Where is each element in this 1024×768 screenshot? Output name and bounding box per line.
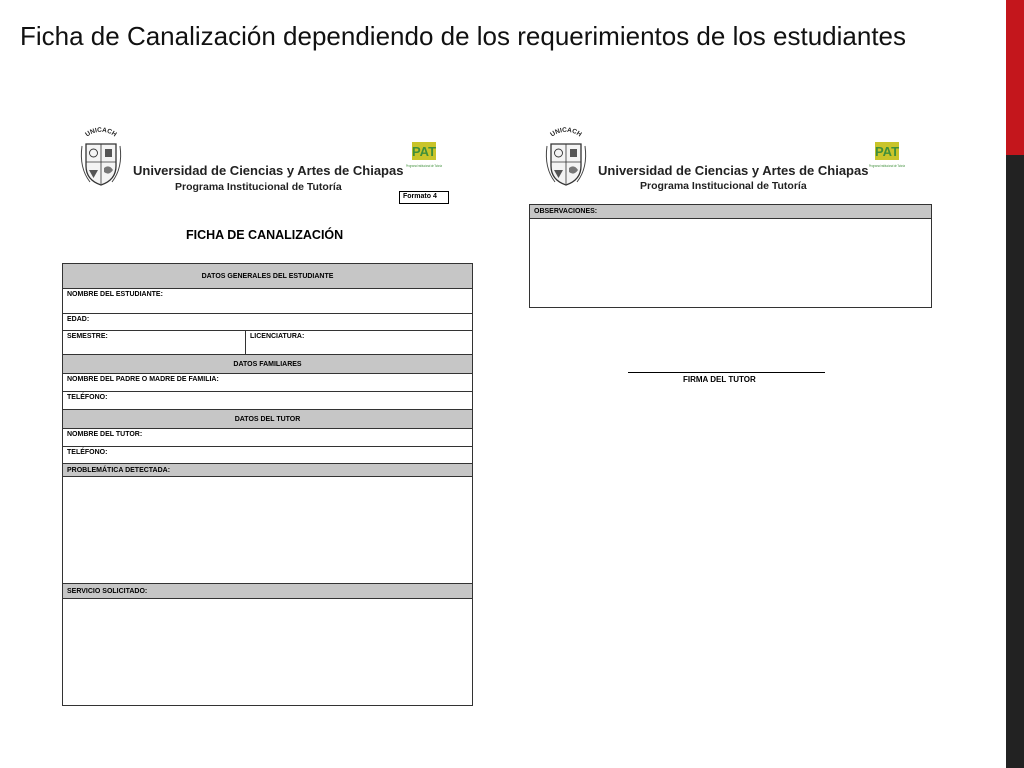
unicach-seal-icon-page2 [543, 126, 589, 188]
family-phone-field[interactable] [63, 392, 473, 410]
semester-label: SEMESTRE: [67, 333, 108, 340]
degree-label: LICENCIATURA: [250, 333, 305, 340]
side-bar-accent-dark [1006, 155, 1024, 768]
pat-logo-text: PAT [411, 144, 437, 159]
observations-area[interactable] [530, 219, 932, 308]
parent-name-label: NOMBRE DEL PADRE O MADRE DE FAMILIA: [67, 376, 219, 383]
signature-line [628, 372, 825, 373]
observations-header: OBSERVACIONES: [530, 205, 932, 219]
canalization-form-table [62, 263, 473, 706]
parent-name-field[interactable] [63, 374, 473, 392]
problem-header: PROBLEMÁTICA DETECTADA: [63, 464, 473, 477]
signature-label: FIRMA DEL TUTOR [683, 375, 756, 384]
service-area[interactable] [63, 599, 473, 706]
pat-logo-text-page2: PAT [874, 144, 900, 159]
tutor-data-header: DATOS DEL TUTOR [63, 410, 473, 429]
student-name-field[interactable] [63, 289, 473, 314]
format-label: Formato 4 [399, 191, 449, 204]
pat-logo-caption-page2: Programa Institucional de Tutoría [869, 164, 906, 168]
student-name-label: NOMBRE DEL ESTUDIANTE: [67, 291, 163, 298]
observations-table [529, 204, 932, 308]
unicach-seal-icon [78, 126, 124, 188]
degree-field[interactable] [246, 331, 473, 355]
pat-logo-icon-page2 [866, 140, 908, 176]
service-header: SERVICIO SOLICITADO: [63, 584, 473, 599]
age-field[interactable] [63, 314, 473, 331]
tutor-phone-label: TELÉFONO: [67, 449, 108, 456]
tutor-name-field[interactable] [63, 429, 473, 447]
pat-logo-caption: Programa Institucional de Tutoría [406, 164, 443, 168]
side-bar-accent-red [1006, 0, 1024, 155]
university-name-page2: Universidad de Ciencias y Artes de Chiapas [598, 163, 869, 178]
family-phone-label: TELÉFONO: [67, 394, 108, 401]
tutor-name-label: NOMBRE DEL TUTOR: [67, 431, 143, 438]
family-data-header: DATOS FAMILIARES [63, 355, 473, 374]
program-name-page2: Programa Institucional de Tutoría [640, 180, 807, 192]
university-name: Universidad de Ciencias y Artes de Chiapas [133, 163, 404, 178]
general-data-header: DATOS GENERALES DEL ESTUDIANTE [63, 264, 473, 289]
form-title: FICHA DE CANALIZACIÓN [186, 228, 344, 242]
slide-title: Ficha de Canalización dependiendo de los requerimientos de los estudiantes [20, 21, 907, 51]
semester-field[interactable] [63, 331, 246, 355]
program-name: Programa Institucional de Tutoría [175, 181, 342, 193]
seal-arc-text: UNICACH [84, 126, 118, 139]
tutor-phone-field[interactable] [63, 447, 473, 464]
problem-area[interactable] [63, 477, 473, 584]
pat-logo-icon [403, 140, 445, 176]
age-label: EDAD: [67, 316, 90, 323]
seal-arc-text-page2: UNICACH [549, 126, 583, 139]
